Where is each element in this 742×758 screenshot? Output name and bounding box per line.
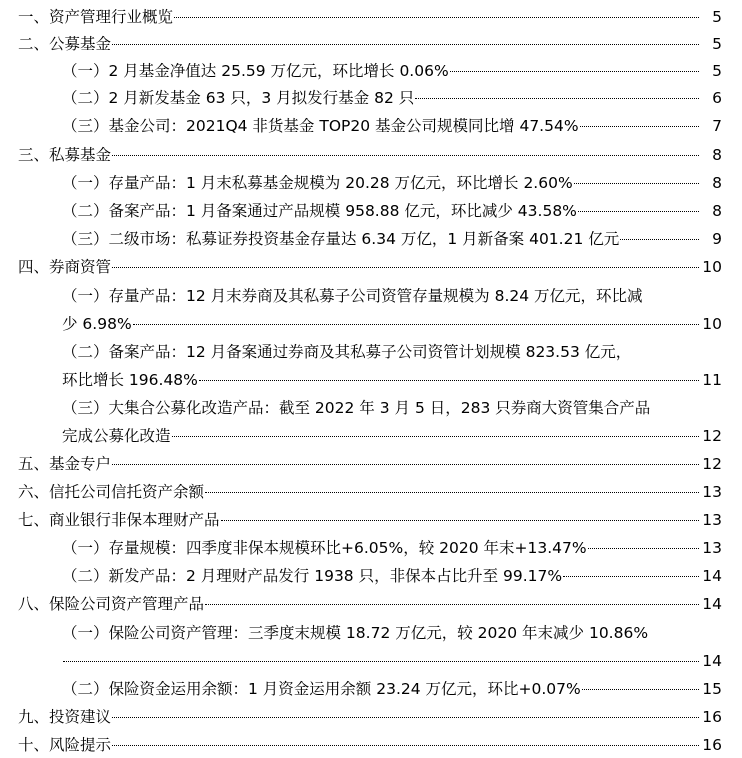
toc-entry-title: 八、保险公司资产管理产品 [18,595,205,613]
dot-leader [574,183,699,184]
toc-page-number: 12 [702,427,722,445]
dot-leader [112,44,699,45]
toc-subentry[interactable] [0,339,742,365]
toc-subentry[interactable] [0,563,742,589]
toc-entry-title: （二）2 月新发基金 63 只，3 月拟发行基金 82 只 [62,89,415,107]
toc-subentry[interactable] [0,58,742,84]
toc-entry-title: （二）保险资金运用余额：1 月资金运用余额 23.24 万亿元，环比+0.07% [62,680,581,698]
dot-leader [588,548,699,549]
toc-subentry-continuation[interactable] [0,423,742,449]
toc-page-number: 14 [702,652,722,670]
dot-leader [112,155,699,156]
toc-page-number: 9 [712,230,722,248]
dot-leader [133,324,699,325]
toc-entry[interactable] [0,507,742,533]
toc-entry-title: 四、券商资管 [18,258,112,276]
toc-entry-title: 七、商业银行非保本理财产品 [18,511,220,529]
toc-page-number: 14 [702,567,722,585]
toc-page-number: 11 [702,371,722,389]
toc-entry[interactable] [0,704,742,730]
toc-page-number: 6 [712,89,722,107]
toc-page-number: 7 [712,117,722,135]
toc-subentry-continuation[interactable] [0,648,742,674]
toc-entry[interactable] [0,4,742,30]
dot-leader [199,380,699,381]
toc-entry-title: 少 6.98% [62,315,132,333]
toc-entry-title: （二）备案产品：12 月备案通过券商及其私募子公司资管计划规模 823.53 亿元， [62,343,632,361]
dot-leader [63,661,699,662]
dot-leader [112,464,699,465]
toc-entry-title: 十、风险提示 [18,736,112,754]
toc-subentry[interactable] [0,535,742,561]
dot-leader [415,98,699,99]
toc-page-number: 12 [702,455,722,473]
toc-page-number: 15 [702,680,722,698]
dot-leader [221,520,699,521]
dot-leader [563,576,699,577]
toc-entry-title: （一）存量产品：1 月末私募基金规模为 20.28 万亿元，环比增长 2.60% [62,174,573,192]
toc-entry[interactable] [0,31,742,57]
toc-subentry[interactable] [0,283,742,309]
toc-entry[interactable] [0,732,742,758]
toc-page-number: 16 [702,708,722,726]
toc-entry-title: （三）基金公司：2021Q4 非货基金 TOP20 基金公司规模同比增 47.54% [62,117,579,135]
toc-entry-title: （二）备案产品：1 月备案通过产品规模 958.88 亿元，环比减少 43.58% [62,202,577,220]
toc-subentry[interactable] [0,395,742,421]
toc-entry-title: （一）存量规模：四季度非保本规模环比+6.05%，较 2020 年末+13.47% [62,539,587,557]
dot-leader [174,17,699,18]
toc-page-number: 8 [712,146,722,164]
toc-entry[interactable] [0,142,742,168]
dot-leader [620,239,699,240]
toc-entry-title: 完成公募化改造 [62,427,171,445]
toc-entry-title: （一）保险公司资产管理：三季度末规模 18.72 万亿元，较 2020 年末减少 10.86% [62,624,649,642]
toc-page-number: 13 [702,511,722,529]
dot-leader [172,436,699,437]
toc-subentry[interactable] [0,620,742,646]
toc-entry[interactable] [0,254,742,280]
toc-entry[interactable] [0,479,742,505]
toc-subentry-continuation[interactable] [0,311,742,337]
toc-subentry[interactable] [0,85,742,111]
toc-entry[interactable] [0,591,742,617]
toc-entry-title: （三）大集合公募化改造产品：截至 2022 年 3 月 5 日，283 只券商大资管集合产品 [62,399,651,417]
toc-entry-title: 六、信托公司信托资产余额 [18,483,205,501]
toc-subentry[interactable] [0,113,742,139]
dot-leader [580,126,699,127]
dot-leader [205,604,699,605]
toc-page-number: 13 [702,539,722,557]
toc-entry-title: （二）新发产品：2 月理财产品发行 1938 只，非保本占比升至 99.17% [62,567,563,585]
toc-page-number: 5 [712,62,722,80]
toc-entry-title: 三、私募基金 [18,146,112,164]
dot-leader [205,492,699,493]
toc-page-number: 5 [712,8,722,26]
dot-leader [112,745,699,746]
toc-entry-title: 一、资产管理行业概览 [18,8,174,26]
dot-leader [112,267,699,268]
toc-entry-title: 环比增长 196.48% [62,371,198,389]
toc-entry[interactable] [0,451,742,477]
dot-leader [112,717,699,718]
toc-entry-title: （三）二级市场：私募证券投资基金存量达 6.34 万亿，1 月新备案 401.21 亿元 [62,230,620,248]
toc-page-number: 5 [712,35,722,53]
toc-page-number: 10 [702,258,722,276]
toc-subentry[interactable] [0,226,742,252]
toc-page-number: 13 [702,483,722,501]
toc-subentry[interactable] [0,170,742,196]
toc-entry-title: （一）2 月基金净值达 25.59 万亿元，环比增长 0.06% [62,62,449,80]
toc-page-number: 8 [712,202,722,220]
toc-entry-title: （一）存量产品：12 月末券商及其私募子公司资管存量规模为 8.24 万亿元，环比减 [62,287,643,305]
toc-page-number: 10 [702,315,722,333]
dot-leader [450,71,699,72]
dot-leader [582,689,699,690]
toc-page-number: 16 [702,736,722,754]
toc-subentry[interactable] [0,198,742,224]
toc-entry-title: 五、基金专户 [18,455,112,473]
toc-page-number: 8 [712,174,722,192]
toc-subentry-continuation[interactable] [0,367,742,393]
toc-entry-title: 九、投资建议 [18,708,112,726]
dot-leader [578,211,699,212]
toc-subentry[interactable] [0,676,742,702]
toc-page-number: 14 [702,595,722,613]
toc-entry-title: 二、公募基金 [18,35,112,53]
